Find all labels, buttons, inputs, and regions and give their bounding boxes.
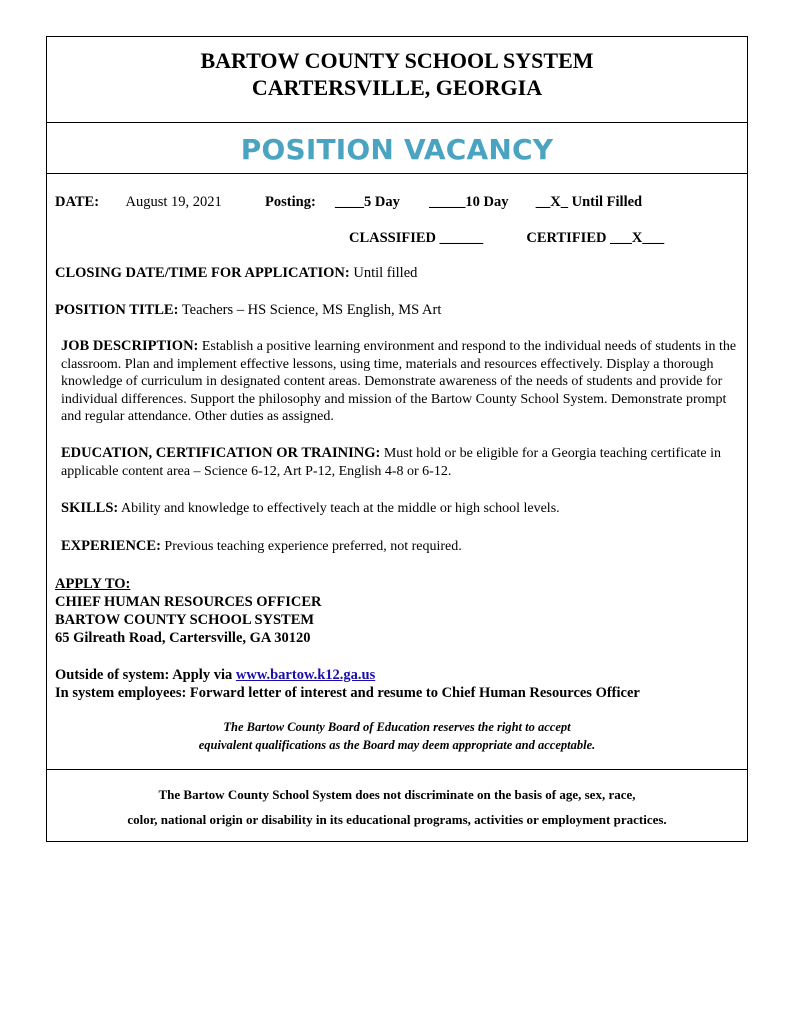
posting-label: Posting: [265,194,316,210]
apply-system: BARTOW COUNTY SCHOOL SYSTEM [55,612,315,628]
skills-section [61,500,739,518]
nondiscrimination-footer [47,782,747,832]
date-posting-row [55,194,642,211]
divider [47,769,747,770]
divider [47,122,747,123]
page-title: POSITION VACANCY [240,133,554,166]
experience-label: EXPERIENCE: [61,538,161,554]
job-description-label: JOB DESCRIPTION: [61,338,199,354]
posting-until-filled-mark: __X_ [535,194,568,210]
org-location: CARTERSVILLE, GEORGIA [251,75,543,100]
education-label: EDUCATION, CERTIFICATION OR TRAINING: [61,445,381,461]
education-text: Must hold or be eligible for a Georgia teaching certificate in applicable content area – Science 6-12, Art P-12, English 4-8 or 6-12. [61,446,722,479]
board-note-line1: The Bartow County Board of Education reserves the right to accept [223,720,571,734]
date-value: August 19, 2021 [125,194,222,210]
experience-text: Previous teaching experience preferred, not required. [164,539,462,554]
skills-text: Ability and knowledge to effectively teach at the middle or high school levels. [120,501,560,516]
closing-row [55,265,417,282]
footer-line2: color, national origin or disability in its educational programs, activities or employment practices. [127,812,667,827]
apply-link[interactable]: www.bartow.k12.ga.us [235,667,376,683]
divider [47,173,747,174]
skills-label: SKILLS: [61,500,119,516]
job-description-text: Establish a positive learning environment and respond to the individual needs of students in the classroom. Plan and implement effective lessons, using time, materials and resources effectively. Display a thorough knowledge of curriculum in designated content areas. Demonstrate awareness of the needs of students and provide for individual differences. Support the philosophy and mission of the Bartow County School System. Demonstrate prompt and regular attendance. Other duties as assigned. [61,339,737,424]
outside-label: Outside of system: Apply via [55,667,233,683]
education-section [61,445,739,480]
apply-heading: APPLY TO: [55,576,131,592]
board-note-line2: equivalent qualifications as the Board may deem appropriate and acceptable. [198,738,596,752]
board-note [47,718,747,754]
inside-instructions: In system employees: Forward letter of interest and resume to Chief Human Resources Officer [55,685,640,701]
position-title-label: POSITION TITLE: [55,302,179,318]
apply-instructions [55,666,640,702]
certified-field: CERTIFIED ___X___ [526,230,665,246]
apply-block [55,575,322,647]
closing-label: CLOSING DATE/TIME FOR APPLICATION: [55,265,350,281]
posting-until-filled: Until Filled [571,194,643,210]
position-title-row [55,302,441,319]
apply-officer: CHIEF HUMAN RESOURCES OFFICER [55,594,322,610]
closing-value: Until filled [353,265,418,281]
footer-line1: The Bartow County School System does not discriminate on the basis of age, sex, race, [158,787,636,802]
org-name: BARTOW COUNTY SCHOOL SYSTEM [200,48,594,73]
posting-5-day: ____5 Day [335,194,400,210]
position-title-value: Teachers – HS Science, MS English, MS Art [181,302,442,318]
classification-row [349,230,664,247]
classified-field: CLASSIFIED ______ [349,230,484,246]
org-header [47,47,747,101]
apply-address: 65 Gilreath Road, Cartersville, GA 30120 [55,630,311,646]
posting-10-day: _____10 Day [429,194,509,210]
vacancy-notice [46,36,748,842]
job-description [61,338,739,426]
experience-section [61,538,739,556]
date-label: DATE: [55,194,100,210]
